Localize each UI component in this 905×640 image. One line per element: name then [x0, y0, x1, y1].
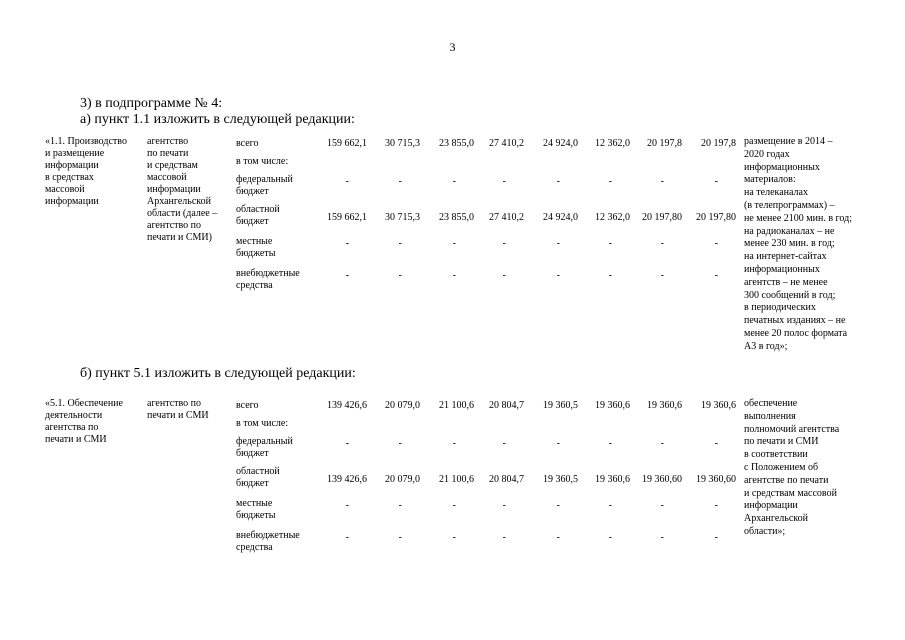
- funding-value: 12 362,0: [595, 212, 630, 223]
- funding-source-label: внебюджетные средства: [236, 530, 300, 553]
- funding-value: -: [452, 532, 456, 543]
- funding-value: -: [608, 238, 612, 249]
- funding-value: -: [502, 238, 506, 249]
- funding-value: -: [660, 438, 664, 449]
- funding-value: -: [608, 532, 612, 543]
- funding-value: -: [452, 238, 456, 249]
- funding-source-label: внебюджетные средства: [236, 268, 300, 291]
- funding-value: 27 410,2: [489, 212, 524, 223]
- funding-value: 12 362,0: [595, 138, 630, 149]
- funding-value: -: [502, 270, 506, 281]
- funding-value: 30 715,3: [385, 212, 420, 223]
- funding-value: -: [660, 500, 664, 511]
- funding-value: -: [660, 238, 664, 249]
- subprogram-heading: 3) в подпрограмме № 4:: [80, 96, 223, 111]
- funding-value: -: [714, 438, 718, 449]
- funding-value: 20 197,80: [696, 212, 736, 223]
- funding-value: 19 360,60: [642, 474, 682, 485]
- responsible-agency: агентство по печати и средствам массовой информации Архангельской области (далее – агентство по печати и СМИ): [147, 136, 218, 243]
- funding-value: 19 360,60: [696, 474, 736, 485]
- item-1-1-table: [0, 134, 905, 364]
- funding-value: 19 360,6: [701, 400, 736, 411]
- funding-source-label: местные бюджеты: [236, 498, 276, 521]
- funding-value: 159 662,1: [327, 212, 367, 223]
- funding-value: -: [714, 176, 718, 187]
- funding-value: -: [660, 532, 664, 543]
- funding-value: -: [660, 270, 664, 281]
- funding-value: 21 100,6: [439, 474, 474, 485]
- funding-value: -: [714, 270, 718, 281]
- funding-value: 20 197,8: [701, 138, 736, 149]
- funding-value: -: [452, 500, 456, 511]
- funding-value: -: [345, 438, 349, 449]
- funding-value: -: [608, 270, 612, 281]
- funding-value: 20 197,80: [642, 212, 682, 223]
- task-name: «5.1. Обеспечение деятельности агентства по печати и СМИ: [45, 398, 123, 445]
- item-5-1-table: [0, 396, 905, 576]
- funding-value: -: [714, 532, 718, 543]
- funding-value: -: [345, 500, 349, 511]
- funding-source-label: федеральный бюджет: [236, 436, 293, 459]
- funding-value: -: [556, 238, 560, 249]
- item-5-1-heading: б) пункт 5.1 изложить в следующей редакции:: [80, 366, 356, 381]
- funding-value: -: [345, 532, 349, 543]
- funding-value: 23 855,0: [439, 138, 474, 149]
- funding-value: -: [452, 270, 456, 281]
- funding-value: -: [608, 176, 612, 187]
- page-number: 3: [449, 40, 456, 54]
- funding-value: -: [714, 238, 718, 249]
- item-1-1-heading: а) пункт 1.1 изложить в следующей редакции:: [80, 112, 355, 127]
- funding-value: -: [556, 438, 560, 449]
- funding-source-label: всего: [236, 138, 259, 149]
- funding-value: -: [398, 500, 402, 511]
- funding-value: 20 079,0: [385, 474, 420, 485]
- responsible-agency: агентство по печати и СМИ: [147, 398, 209, 421]
- funding-value: 24 924,0: [543, 138, 578, 149]
- funding-source-label: федеральный бюджет: [236, 174, 293, 197]
- funding-value: 19 360,6: [647, 400, 682, 411]
- funding-value: 20 079,0: [385, 400, 420, 411]
- funding-value: 20 197,8: [647, 138, 682, 149]
- funding-value: 24 924,0: [543, 212, 578, 223]
- funding-value: -: [502, 438, 506, 449]
- funding-value: -: [345, 238, 349, 249]
- funding-value: -: [608, 438, 612, 449]
- funding-value: 20 804,7: [489, 474, 524, 485]
- funding-value: -: [660, 176, 664, 187]
- funding-value: -: [608, 500, 612, 511]
- task-name: «1.1. Производство и размещение информации в средствах массовой информации: [45, 136, 127, 207]
- funding-value: -: [452, 438, 456, 449]
- funding-value: -: [556, 532, 560, 543]
- funding-source-label: в том числе:: [236, 418, 289, 429]
- funding-value: 27 410,2: [489, 138, 524, 149]
- funding-value: -: [398, 438, 402, 449]
- funding-value: 159 662,1: [327, 138, 367, 149]
- funding-source-label: в том числе:: [236, 156, 289, 167]
- funding-value: 19 360,5: [543, 474, 578, 485]
- funding-value: 19 360,6: [595, 400, 630, 411]
- expected-result: обеспечение выполнения полномочий агентства по печати и СМИ в соответствии с Положением об агентстве по печати и средствам массовой информации Архангельской области»;: [744, 398, 840, 537]
- funding-value: 19 360,6: [595, 474, 630, 485]
- funding-value: -: [502, 500, 506, 511]
- funding-source-label: местные бюджеты: [236, 236, 276, 259]
- funding-value: -: [398, 176, 402, 187]
- funding-value: 19 360,5: [543, 400, 578, 411]
- funding-value: -: [345, 270, 349, 281]
- funding-source-label: областной бюджет: [236, 466, 280, 489]
- funding-source-label: областной бюджет: [236, 204, 280, 227]
- funding-value: -: [345, 176, 349, 187]
- funding-value: 20 804,7: [489, 400, 524, 411]
- funding-source-label: всего: [236, 400, 259, 411]
- funding-value: 23 855,0: [439, 212, 474, 223]
- funding-value: -: [502, 176, 506, 187]
- funding-value: -: [502, 532, 506, 543]
- funding-value: -: [452, 176, 456, 187]
- funding-value: -: [398, 532, 402, 543]
- funding-value: 139 426,6: [327, 400, 367, 411]
- funding-value: -: [714, 500, 718, 511]
- funding-value: -: [556, 270, 560, 281]
- funding-value: 139 426,6: [327, 474, 367, 485]
- funding-value: -: [398, 238, 402, 249]
- funding-value: -: [556, 500, 560, 511]
- funding-value: 30 715,3: [385, 138, 420, 149]
- funding-value: -: [556, 176, 560, 187]
- funding-value: -: [398, 270, 402, 281]
- expected-result: размещение в 2014 – 2020 годах информационных материалов: на телеканалах (в телепрограммах) – не менее 2100 мин. в год; на радиоканалах – не менее 230 мин. в год; на интернет-сайтах информационных агентств – не менее 300 сообщений в год; в периодических печатных изданиях – не менее 20 полос формата А3 в год»;: [744, 136, 852, 352]
- funding-value: 21 100,6: [439, 400, 474, 411]
